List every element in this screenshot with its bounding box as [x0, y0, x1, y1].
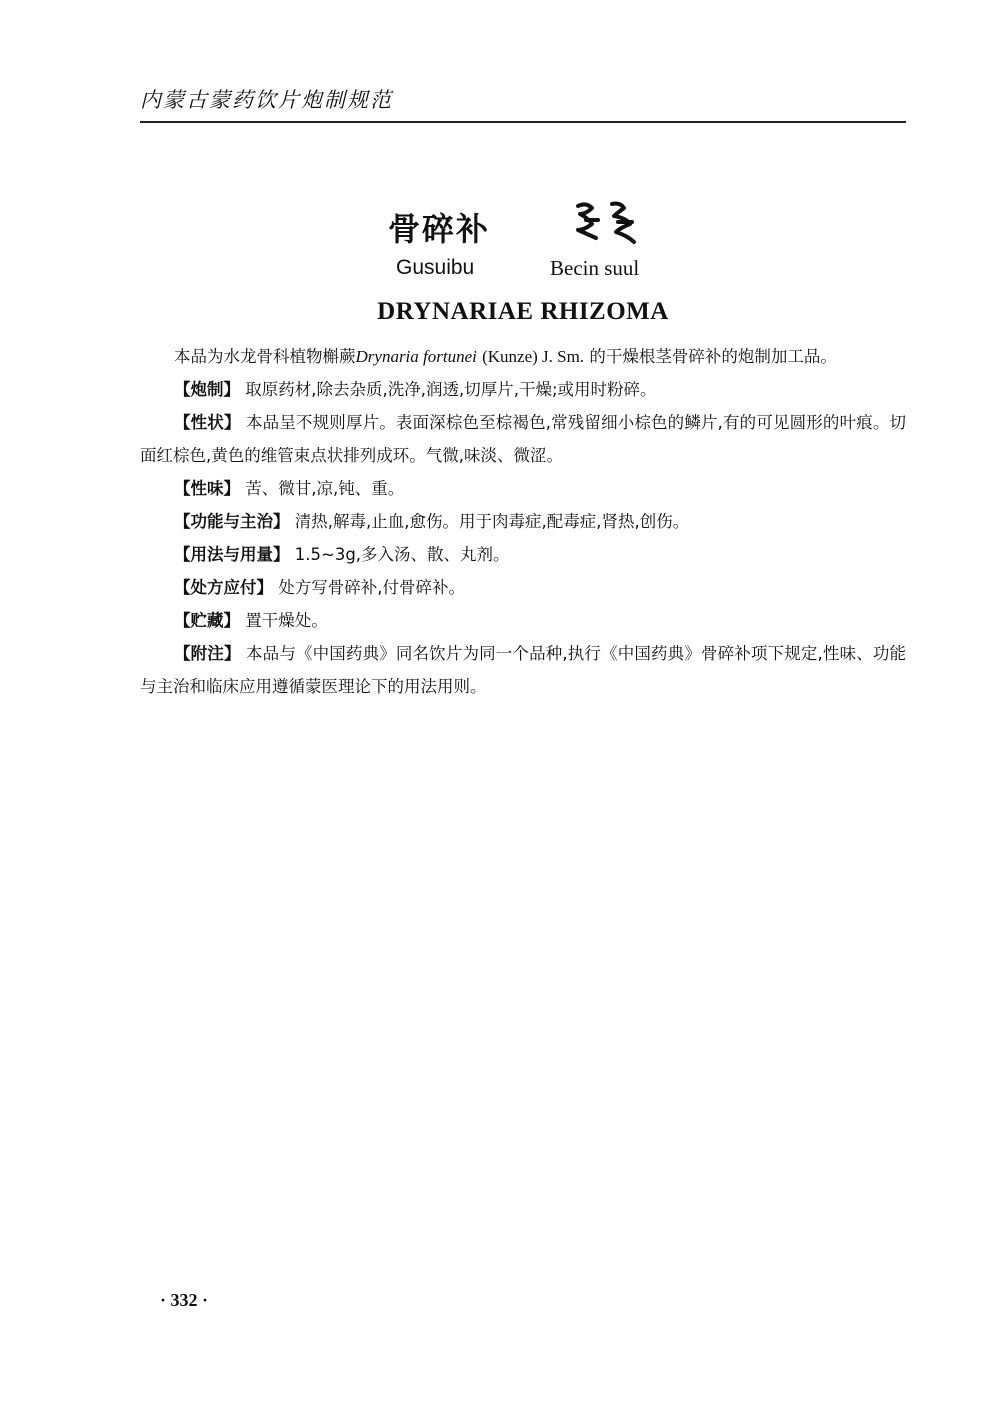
section-text: 苦、微甘,凉,钝、重。: [245, 479, 405, 498]
section-text: 本品呈不规则厚片。表面深棕色至棕褐色,常残留细小棕色的鳞片,有的可见圆形的叶痕。切面红棕色,黄色的维管束点状排列成环。气微,味淡、微涩。: [140, 413, 907, 465]
section-label: 【 处方应付 】: [174, 578, 273, 597]
section-label: 【 炮制 】: [174, 380, 240, 399]
section-label: 【 性状 】: [174, 413, 241, 432]
section-processing: [140, 373, 906, 406]
mongolian-latin-name: Becin suul: [550, 256, 640, 280]
pinyin-name: Gusuibu: [396, 256, 475, 279]
latin-drug-name: DRYNARIAE RHIZOMA: [377, 298, 669, 325]
intro-text-after: 的干燥根茎骨碎补的炮制加工品。: [589, 347, 837, 366]
section-label: 【 附注 】: [174, 644, 241, 663]
section-property-flavor: [140, 472, 906, 505]
section-text: 处方写骨碎补,付骨碎补。: [278, 578, 465, 597]
species-authority: (Kunze) J. Sm.: [482, 347, 585, 366]
section-text: 本品与《中国药典》同名饮片为同一个品种,执行《中国药典》骨碎补项下规定,性味、功能与主治和临床应用遵循蒙医理论下的用法用则。: [140, 644, 907, 696]
section-prescription: [140, 571, 906, 604]
section-label: 【 功能与主治 】: [174, 512, 290, 531]
entry-title-chinese: 骨碎补: [388, 210, 491, 248]
section-text: 取原药材,除去杂质,洗净,润透,切厚片,干燥;或用时粉碎。: [245, 380, 657, 399]
intro-paragraph: [140, 340, 906, 373]
section-usage-dosage: [140, 538, 906, 571]
header-rule: [140, 121, 906, 123]
section-text: 清热,解毒,止血,愈伤。用于肉毒症,配毒症,肾热,创伤。: [294, 512, 690, 531]
mongolian-script-title: [572, 200, 642, 244]
species-name: Drynaria fortunei: [355, 347, 477, 366]
monograph-body: [140, 340, 906, 703]
section-label: 【 性味 】: [174, 479, 240, 498]
section-notes: [140, 637, 906, 703]
section-text: 置干燥处。: [245, 611, 328, 630]
section-label: 【 贮藏 】: [174, 611, 240, 630]
section-storage: [140, 604, 906, 637]
intro-text-before: 本品为水龙骨科植物槲蕨: [174, 347, 356, 366]
section-text: 1.5~3g,多入汤、散、丸剂。: [294, 545, 510, 564]
running-header: 内蒙古蒙药饮片炮制规范: [140, 88, 393, 112]
section-functions-indications: [140, 505, 906, 538]
page-number: · 332 ·: [160, 1290, 209, 1310]
section-description: [140, 406, 906, 472]
section-label: 【 用法与用量 】: [174, 545, 290, 564]
